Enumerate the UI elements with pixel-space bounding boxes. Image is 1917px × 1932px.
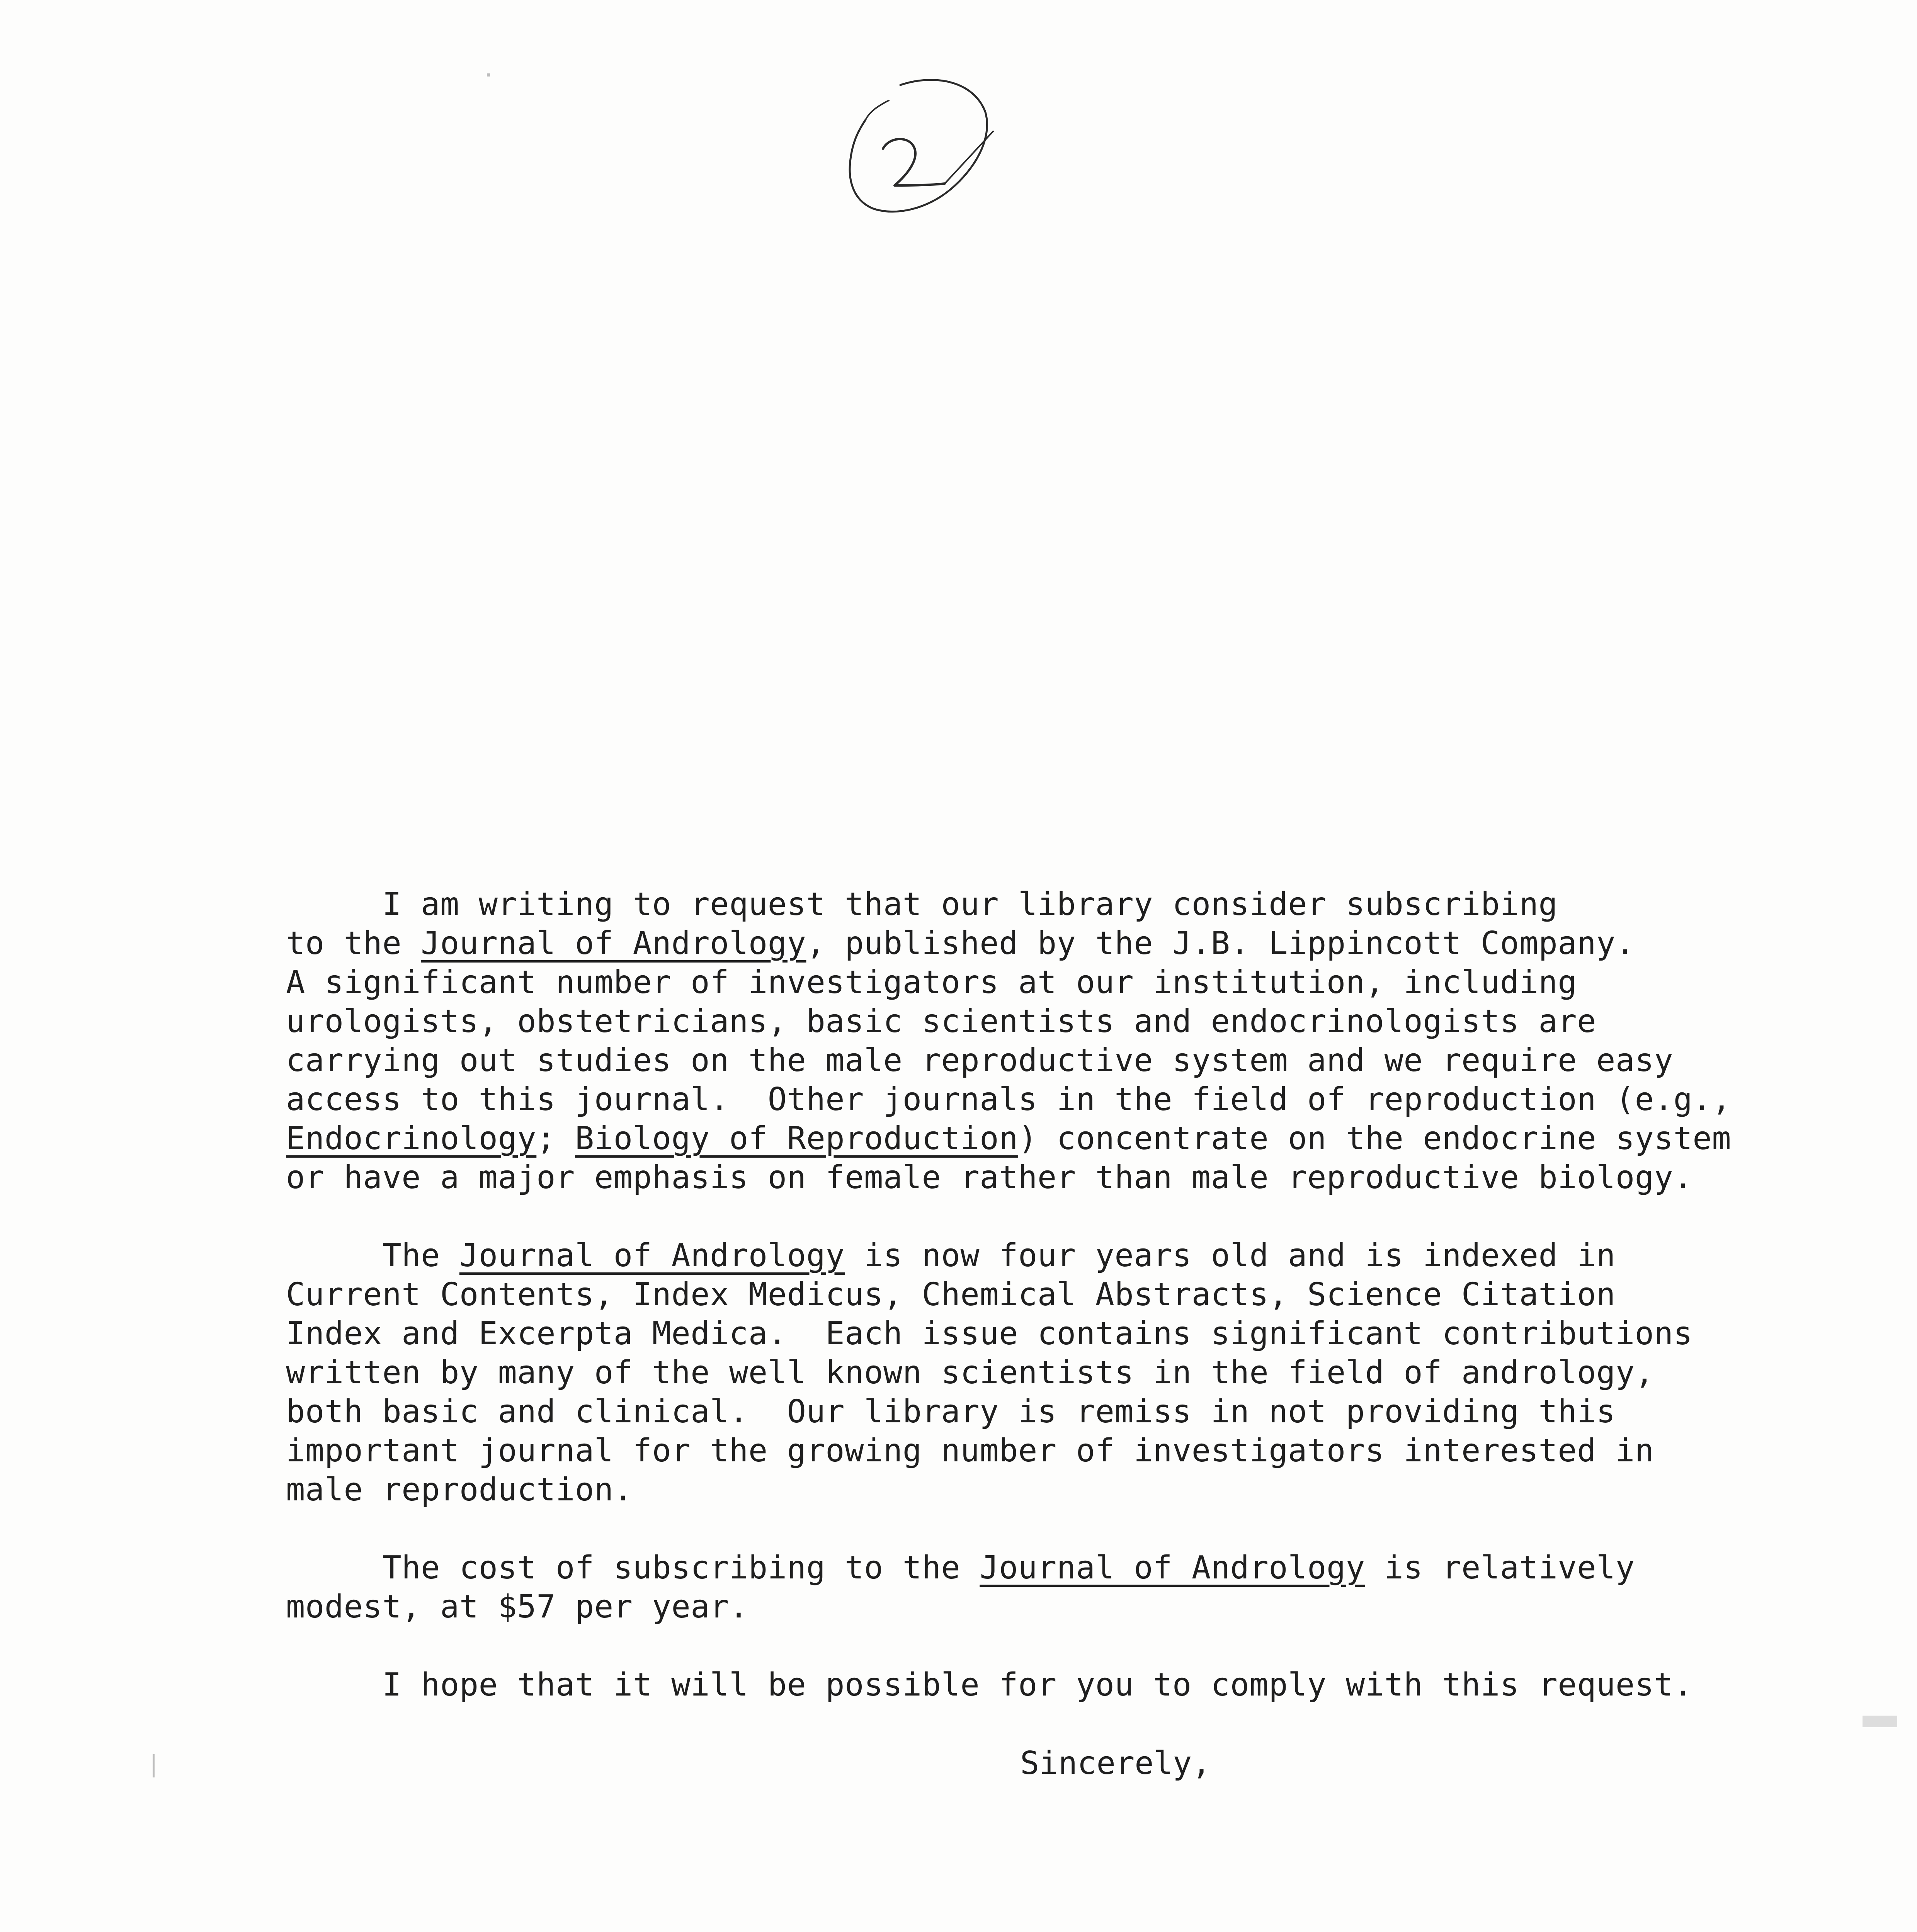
underlined-title: Endocrinology <box>286 1120 537 1157</box>
text-line <box>286 1665 1863 1704</box>
text-line <box>286 1041 1863 1080</box>
text-segment: is now four years old and is indexed in <box>845 1237 1616 1274</box>
letter-paragraph <box>286 1665 1863 1704</box>
text-segment: important journal for the growing number of investigators interested in <box>286 1432 1654 1469</box>
text-line <box>286 924 1863 963</box>
text-segment: The <box>286 1237 459 1274</box>
text-line <box>286 1431 1863 1470</box>
letter-paragraph <box>286 1548 1863 1626</box>
scan-speck <box>487 73 490 77</box>
scan-speck <box>1863 1716 1897 1727</box>
text-line <box>286 1080 1863 1119</box>
underlined-title: Journal of Andrology <box>459 1237 845 1274</box>
text-segment: is relatively <box>1365 1549 1635 1586</box>
text-segment: ; <box>536 1120 575 1157</box>
text-segment: or have a major emphasis on female rather than male reproductive biology. <box>286 1159 1693 1196</box>
text-segment: access to this journal. Other journals in the field of reproduction (e.g., <box>286 1081 1732 1118</box>
letter-paragraph <box>286 1236 1863 1509</box>
text-line <box>286 1314 1863 1353</box>
text-segment: modest, at $57 per year. <box>286 1588 748 1625</box>
scan-speck <box>153 1754 155 1777</box>
text-segment: carrying out studies on the male reproductive system and we require easy <box>286 1042 1674 1079</box>
underlined-title: Biology of Reproduction <box>575 1120 1019 1157</box>
text-line <box>286 1236 1863 1275</box>
text-segment: , published by the J.B. Lippincott Company. <box>806 925 1635 962</box>
text-segment: urologists, obstetricians, basic scientists and endocrinologists are <box>286 1003 1597 1040</box>
text-segment: ) concentrate on the endocrine system <box>1018 1120 1732 1157</box>
text-line <box>286 1002 1863 1041</box>
text-line <box>286 1548 1863 1587</box>
text-line <box>286 1353 1863 1392</box>
closing-salutation: Sincerely, <box>1020 1745 1211 1782</box>
underlined-title: Journal of Andrology <box>421 925 806 962</box>
text-line <box>286 1587 1863 1626</box>
text-segment: both basic and clinical. Our library is remiss in not providing this <box>286 1393 1616 1430</box>
handwritten-circled-number-icon <box>811 70 1012 270</box>
text-segment: to the <box>286 925 421 962</box>
letter-body <box>286 885 1863 1743</box>
text-segment: Index and Excerpta Medica. Each issue contains significant contributions <box>286 1315 1693 1352</box>
text-line <box>286 1470 1863 1509</box>
text-line <box>286 1275 1863 1314</box>
text-segment: Current Contents, Index Medicus, Chemical Abstracts, Science Citation <box>286 1276 1616 1313</box>
text-line <box>286 1119 1863 1158</box>
text-segment: I hope that it will be possible for you to comply with this request. <box>286 1667 1693 1703</box>
underlined-title: Journal of Andrology <box>980 1549 1365 1586</box>
letter-paragraph <box>286 885 1863 1197</box>
text-segment: written by many of the well known scientists in the field of andrology, <box>286 1354 1654 1391</box>
text-segment: male reproduction. <box>286 1471 633 1508</box>
text-line <box>286 1392 1863 1431</box>
text-line <box>286 1158 1863 1197</box>
text-line <box>286 963 1863 1002</box>
text-line <box>286 885 1863 924</box>
text-segment: I am writing to request that our library consider subscribing <box>286 886 1558 923</box>
text-segment: A significant number of investigators at our institution, including <box>286 964 1577 1001</box>
text-segment: The cost of subscribing to the <box>286 1549 980 1586</box>
